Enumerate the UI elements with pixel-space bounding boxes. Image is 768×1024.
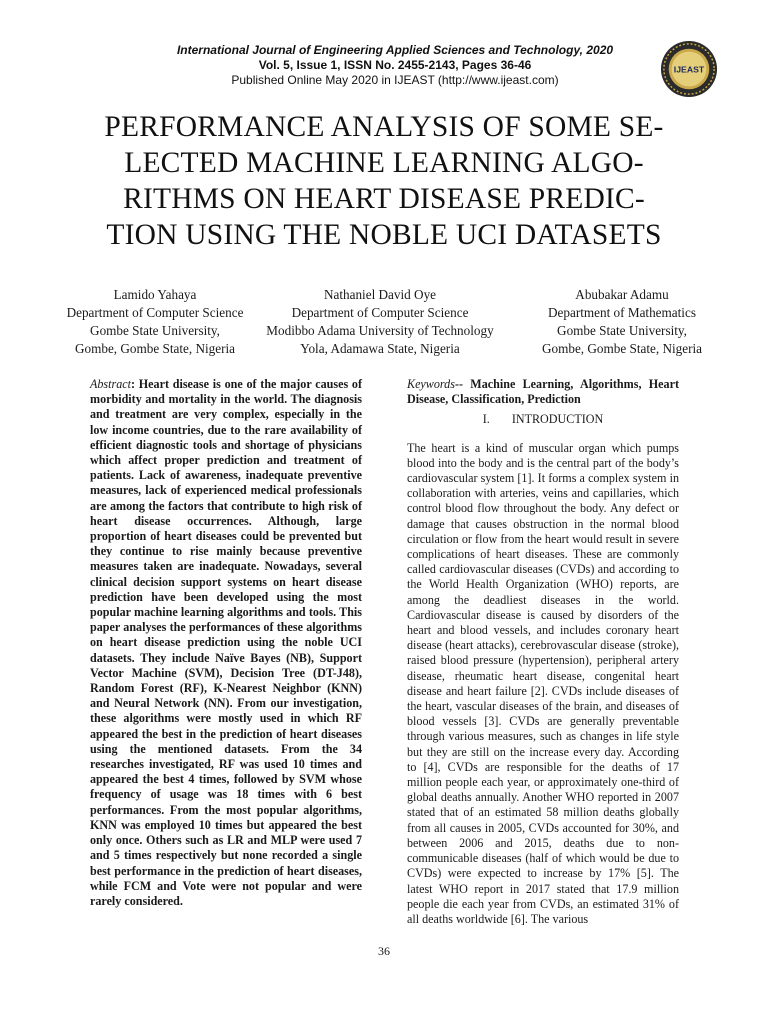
journal-volume: Vol. 5, Issue 1, ISSN No. 2455-2143, Pages 36-46 — [258, 58, 532, 72]
paper-title-line: TION USING THE NOBLE UCI DATASETS — [106, 219, 662, 251]
author-department: Department of Computer Science — [291, 305, 469, 320]
keywords-text: -- Machine Learning, Algorithms, Heart Disease, Classification, Prediction — [407, 377, 679, 407]
paper-title-line: PERFORMANCE ANALYSIS OF SOME SE- — [104, 111, 664, 143]
author-institution: Modibbo Adama University of Technology — [266, 323, 494, 338]
keywords — [407, 377, 679, 407]
paper-title-line: LECTED MACHINE LEARNING ALGO- — [124, 147, 644, 179]
author-block — [40, 286, 270, 358]
journal-header — [150, 43, 640, 88]
page-number: 36 — [378, 944, 390, 958]
author-block — [258, 286, 502, 358]
body-column — [407, 377, 679, 927]
keywords-label: Keywords — [407, 377, 455, 391]
abstract-label: Abstract — [90, 377, 131, 391]
introduction-text: The heart is a kind of muscular organ which pumps blood into the body and is the central part of the body’s cardiovascular system [1]. It forms a complex system in collaboration with arteries, veins and capillaries, which control blood flow throughout the body. Any defect or damage that causes obstruction in the normal blood circulation or flow from the heart would result in severe complications of heart diseases. These are commonly called cardiovascular diseases (CVDs) and according to the World Health Organization (WHO) reports, are among the deadliest diseases in the world. Cardiovascular disease is caused by disorders of the heart and blood vessels, and includes coronary heart disease (heart attacks), cerebrovascular disease (stroke), raised blood pressure (hypertension), peripheral artery disease, rheumatic heart disease, congenital heart disease and heart failure [2]. CVDs include diseases of the heart, vascular diseases of the brain, and diseases of blood vessels [3]. CVDs are generally preventable through various measures, such as changes in life style but they are still on the increase every day. According to [4], CVDs are responsible for the deaths of 17 million people each year, or approximately one-third of global deaths annually. Another WHO reported in 2007 stated that of an estimated 58 million deaths globally from all causes in 2005, CVDs accounted for 30%, and between 2006 and 2015, deaths due to non-communicable diseases (half of which would be due to CVDs) were expected to increase by 17% [5]. The latest WHO report in 2017 stated that 17.9 million people die each year from CVDs, an estimated 31% of all deaths worldwide [6]. The various — [407, 440, 679, 926]
section-title: INTRODUCTION — [511, 412, 604, 427]
author-name: Abubakar Adamu — [575, 287, 669, 302]
author-block — [522, 286, 722, 358]
author-name: Lamido Yahaya — [113, 287, 197, 302]
abstract — [90, 377, 362, 909]
author-institution: Gombe State University, — [557, 323, 687, 338]
author-department: Department of Mathematics — [548, 305, 696, 320]
section-heading — [407, 412, 679, 427]
abstract-text: : Heart disease is one of the major causes of morbidity and mortality in the world. The diagnosis and treatment are very complex, especially in the low income countries, due to the rare availability of efficient diagnostic tools and shortage of physicians which affect proper prediction and treatment of patients. Lack of awareness, inadequate preventive measures, lack of experienced medical professionals are among the factors that contribute to high risk of heart disease occurrences. Although, large proportion of heart diseases could be prevented but they continue to rise mainly because preventive measures taken are inadequate. Nowadays, several clinical decision support systems on heart disease prediction have been developed using the most popular machine learning algorithms and tools. This paper analyses the performances of these algorithms on heart disease prediction using the noble UCI datasets. They include Naïve Bayes (NB), Support Vector Machine (SVM), Decision Tree (DT-J48), Random Forest (RF), K-Nearest Neighbor (KNN) and Neural Network (NN). From our investigation, these algorithms were mostly used in which RF appeared the best in the prediction of heart diseases using the mentioned datasets. From the 34 researches investigated, RF was used 10 times and appeared the best 4 times, followed by SVM whose frequency of usage was 18 times with 6 best performances. From the most popular algorithms, KNN was employed 10 times but appeared the best only once. Others such as LR and MLP were used 7 and 5 times respectively but none recorded a single best performance in the prediction of heart diseases, while FCM and Vote were not popular and were rarely considered. — [90, 377, 362, 908]
author-address: Gombe, Gombe State, Nigeria — [74, 341, 236, 356]
section-number: I. — [482, 412, 490, 427]
author-address: Gombe, Gombe State, Nigeria — [541, 341, 703, 356]
journal-logo — [660, 40, 718, 98]
author-department: Department of Computer Science — [66, 305, 244, 320]
author-address: Yola, Adamawa State, Nigeria — [300, 341, 460, 356]
journal-publication: Published Online May 2020 in IJEAST (http://www.ijeast.com) — [231, 73, 559, 87]
journal-name: International Journal of Engineering Applied Sciences and Technology, 2020 — [176, 43, 614, 57]
author-institution: Gombe State University, — [90, 323, 220, 338]
abstract-column — [90, 377, 362, 909]
author-name: Nathaniel David Oye — [323, 287, 437, 302]
journal-logo-text: IJEAST — [673, 64, 705, 75]
paper-title-line: RITHMS ON HEART DISEASE PREDIC- — [123, 183, 645, 215]
paper-title — [62, 109, 706, 253]
